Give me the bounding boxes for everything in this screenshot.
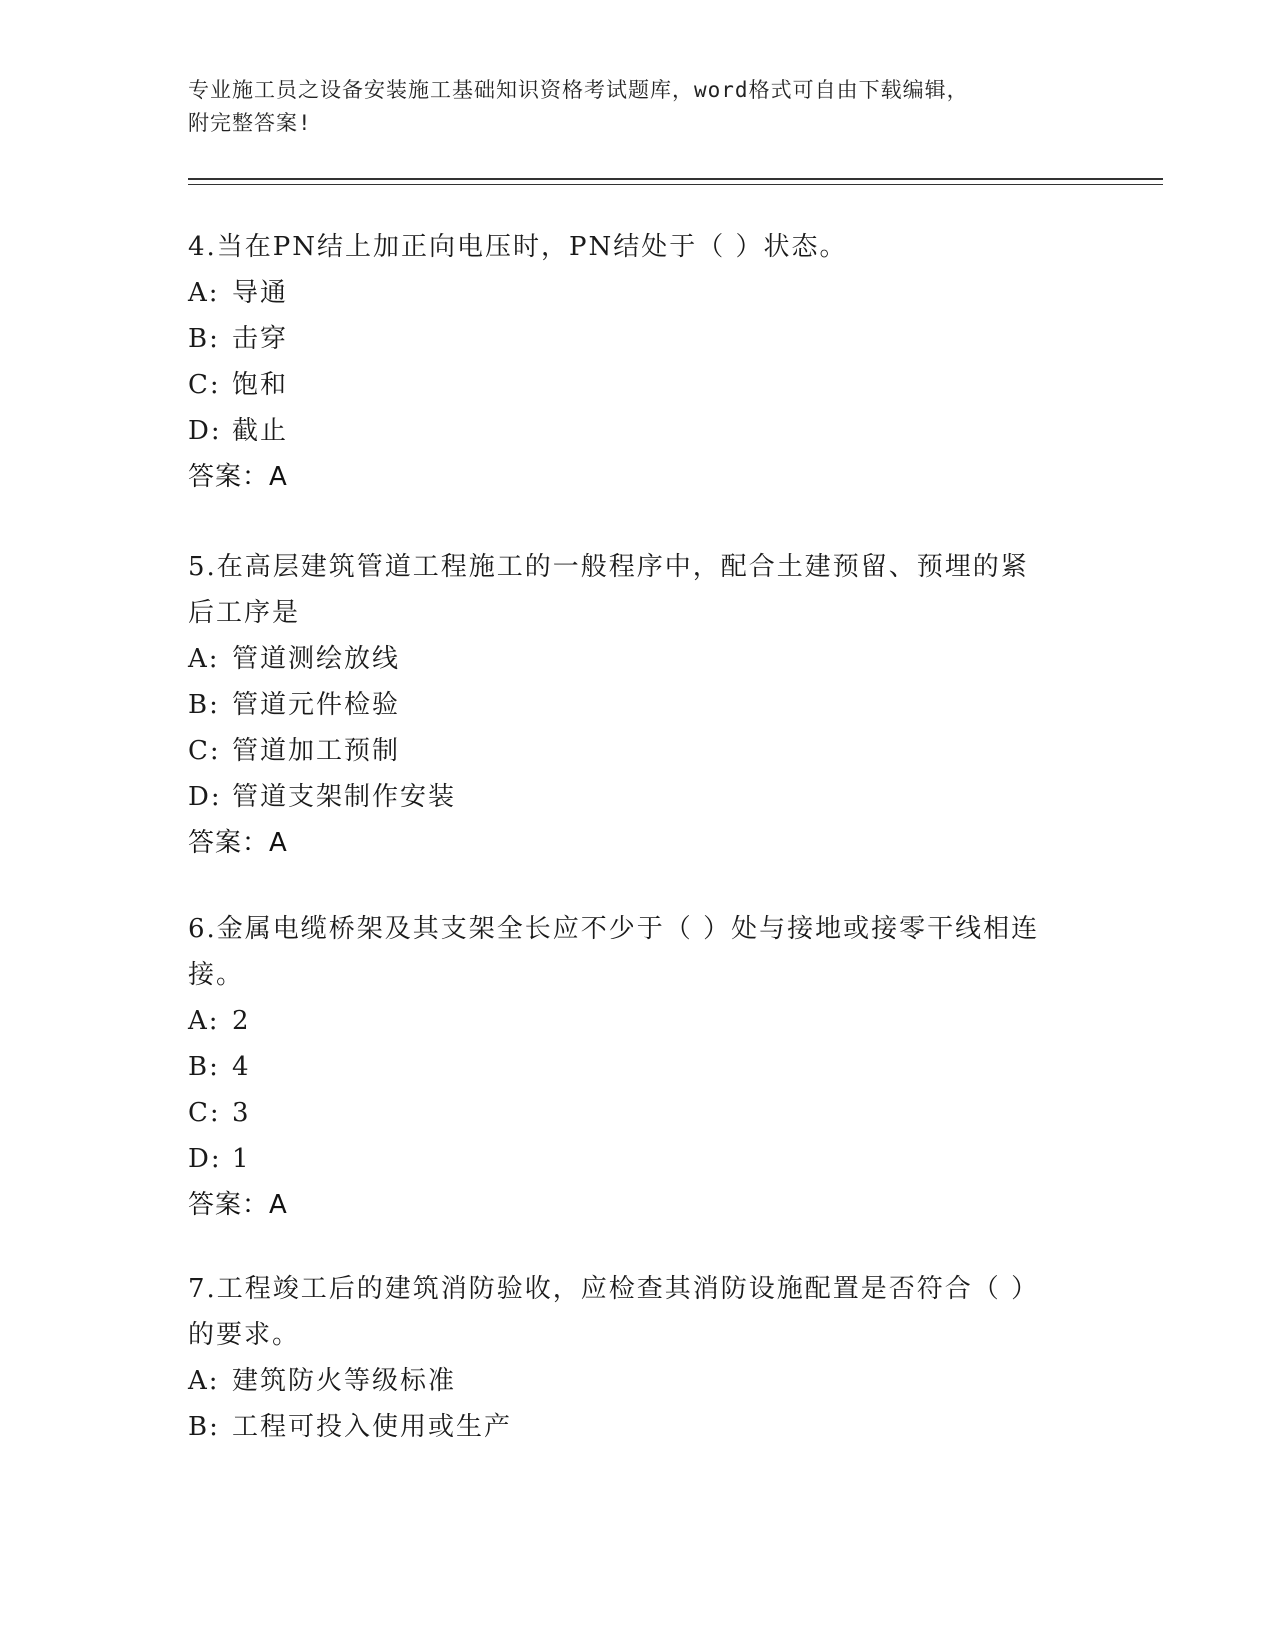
option-label: D: [188,416,222,446]
option-label: D: [188,1144,222,1174]
option-label: A: [188,644,220,674]
option-label: D: [188,782,222,812]
option-text: 管道支架制作安装 [232,782,457,812]
option-text: 击穿 [232,324,289,354]
header-line-2: 附完整答案! [188,111,312,135]
option-a [188,270,1088,316]
option-text: 导通 [232,278,289,308]
option-text: 4 [232,1052,251,1082]
option-label: B: [188,1052,220,1082]
option-text: 截止 [232,416,289,446]
option-text: 管道加工预制 [232,736,401,766]
option-label: C: [188,736,221,766]
option-text: 管道元件检验 [232,690,401,720]
option-label: C: [188,1098,221,1128]
header-rule-thick [188,178,1163,180]
option-text: 3 [232,1098,251,1128]
option-text: 饱和 [232,370,289,400]
option-label: B: [188,1412,220,1442]
option-d [188,408,1088,454]
question-stem: 4.当在PN结上加正向电压时，PN结处于（ ）状态。 [188,232,848,262]
option-text: 1 [232,1144,251,1174]
option-b [188,316,1088,362]
header-line-1: 专业施工员之设备安装施工基础知识资格考试题库，word格式可自由下载编辑， [188,78,969,102]
option-b [188,1404,1088,1450]
header-rule-thin [188,184,1163,185]
option-text: 建筑防火等级标准 [232,1366,457,1396]
option-text: 工程可投入使用或生产 [232,1412,513,1442]
question-4 [188,224,1088,500]
option-b [188,682,1088,728]
option-b [188,1044,1088,1090]
question-stem-line-1: 5.在高层建筑管道工程施工的一般程序中，配合土建预留、预埋的紧 [188,552,1029,582]
option-c [188,1090,1088,1136]
question-stem-line-2: 的要求。 [188,1320,301,1350]
option-a [188,636,1088,682]
answer: 答案：A [188,1190,288,1220]
option-label: A: [188,278,220,308]
question-stem-line-2: 接。 [188,960,245,990]
option-label: C: [188,370,221,400]
option-label: A: [188,1006,220,1036]
option-d [188,774,1088,820]
answer: 答案：A [188,828,288,858]
question-5 [188,544,1088,866]
answer: 答案：A [188,462,288,492]
question-6 [188,906,1088,1228]
option-label: B: [188,324,220,354]
option-d [188,1136,1088,1182]
question-stem-line-1: 6.金属电缆桥架及其支架全长应不少于（ ）处与接地或接零干线相连 [188,914,1040,944]
option-text: 2 [232,1006,251,1036]
option-a [188,998,1088,1044]
option-a [188,1358,1088,1404]
question-stem-line-2: 后工序是 [188,598,301,628]
option-text: 管道测绘放线 [232,644,401,674]
option-label: A: [188,1366,220,1396]
option-c [188,728,1088,774]
option-c [188,362,1088,408]
question-stem-line-1: 7.工程竣工后的建筑消防验收，应检查其消防设施配置是否符合（ ） [188,1274,1040,1304]
option-label: B: [188,690,220,720]
question-7 [188,1266,1088,1450]
document-header [188,74,1068,140]
